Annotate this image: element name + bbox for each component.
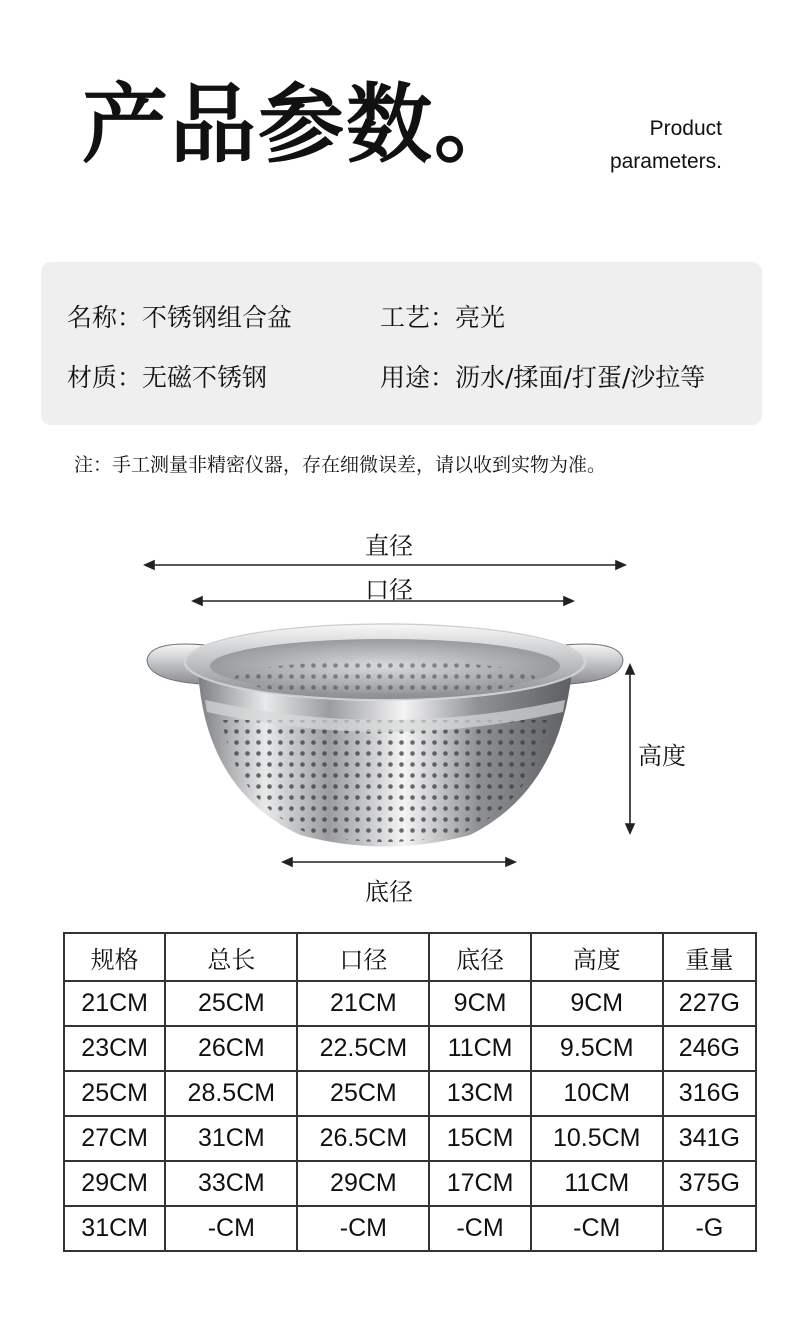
info-name: 名称：不锈钢组合盆	[67, 303, 293, 332]
cell-total-length: 26CM	[165, 1026, 297, 1071]
info-panel	[41, 262, 762, 425]
cell-mouth-diameter: 29CM	[297, 1161, 429, 1206]
cell-weight: 375G	[663, 1161, 756, 1206]
cell-total-length: 33CM	[165, 1161, 297, 1206]
cell-spec: 27CM	[64, 1116, 165, 1161]
bottom-arrow	[283, 858, 515, 866]
cell-height: 10CM	[531, 1071, 663, 1116]
cell-bottom-diameter: 11CM	[429, 1026, 530, 1071]
cell-height: 9CM	[531, 981, 663, 1026]
header-mouth-diameter: 口径	[297, 933, 429, 981]
page-title: 产品参数。	[82, 75, 522, 175]
page-subtitle	[610, 112, 722, 178]
cell-weight: -G	[663, 1206, 756, 1251]
cell-total-length: 31CM	[165, 1116, 297, 1161]
cell-bottom-diameter: 9CM	[429, 981, 530, 1026]
cell-mouth-diameter: 26.5CM	[297, 1116, 429, 1161]
diameter-arrow	[145, 561, 625, 569]
cell-bottom-diameter: 17CM	[429, 1161, 530, 1206]
cell-height: 11CM	[531, 1161, 663, 1206]
header-total-length: 总长	[165, 933, 297, 981]
cell-mouth-diameter: 21CM	[297, 981, 429, 1026]
cell-weight: 316G	[663, 1071, 756, 1116]
cell-spec: 23CM	[64, 1026, 165, 1071]
cell-total-length: 28.5CM	[165, 1071, 297, 1116]
table-row	[64, 1161, 756, 1206]
cell-mouth-diameter: -CM	[297, 1206, 429, 1251]
cell-bottom-diameter: 15CM	[429, 1116, 530, 1161]
table-row	[64, 1071, 756, 1116]
cell-height: -CM	[531, 1206, 663, 1251]
cell-weight: 341G	[663, 1116, 756, 1161]
table-header-row	[64, 933, 756, 981]
table-row	[64, 1116, 756, 1161]
cell-bottom-diameter: 13CM	[429, 1071, 530, 1116]
cell-mouth-diameter: 25CM	[297, 1071, 429, 1116]
info-craft: 工艺：亮光	[380, 303, 506, 332]
diameter-label: 直径	[365, 532, 413, 560]
cell-mouth-diameter: 22.5CM	[297, 1026, 429, 1071]
subtitle-line-1: Product	[649, 117, 722, 140]
cell-spec: 29CM	[64, 1161, 165, 1206]
subtitle-line-2: parameters.	[609, 150, 722, 173]
table-row	[64, 981, 756, 1026]
header-bottom-diameter: 底径	[429, 933, 530, 981]
cell-weight: 227G	[663, 981, 756, 1026]
height-arrow	[626, 665, 634, 833]
cell-height: 9.5CM	[531, 1026, 663, 1071]
info-usage: 用途：沥水/揉面/打蛋/沙拉等	[380, 363, 706, 392]
cell-spec: 31CM	[64, 1206, 165, 1251]
mouth-label: 口径	[365, 576, 413, 604]
cell-total-length: -CM	[165, 1206, 297, 1251]
table-row	[64, 1026, 756, 1071]
measurement-note: 注：手工测量非精密仪器，存在细微误差，请以收到实物为准。	[74, 454, 607, 476]
spec-table	[63, 932, 757, 1252]
header-height: 高度	[531, 933, 663, 981]
cell-bottom-diameter: -CM	[429, 1206, 530, 1251]
bowl-image	[147, 624, 623, 847]
cell-height: 10.5CM	[531, 1116, 663, 1161]
table-row	[64, 1206, 756, 1251]
cell-total-length: 25CM	[165, 981, 297, 1026]
cell-spec: 25CM	[64, 1071, 165, 1116]
bottom-label: 底径	[365, 878, 413, 906]
cell-weight: 246G	[663, 1026, 756, 1071]
info-material: 材质：无磁不锈钢	[67, 363, 268, 392]
header-weight: 重量	[663, 933, 756, 981]
cell-spec: 21CM	[64, 981, 165, 1026]
header-spec: 规格	[64, 933, 165, 981]
height-label: 高度	[638, 742, 686, 770]
